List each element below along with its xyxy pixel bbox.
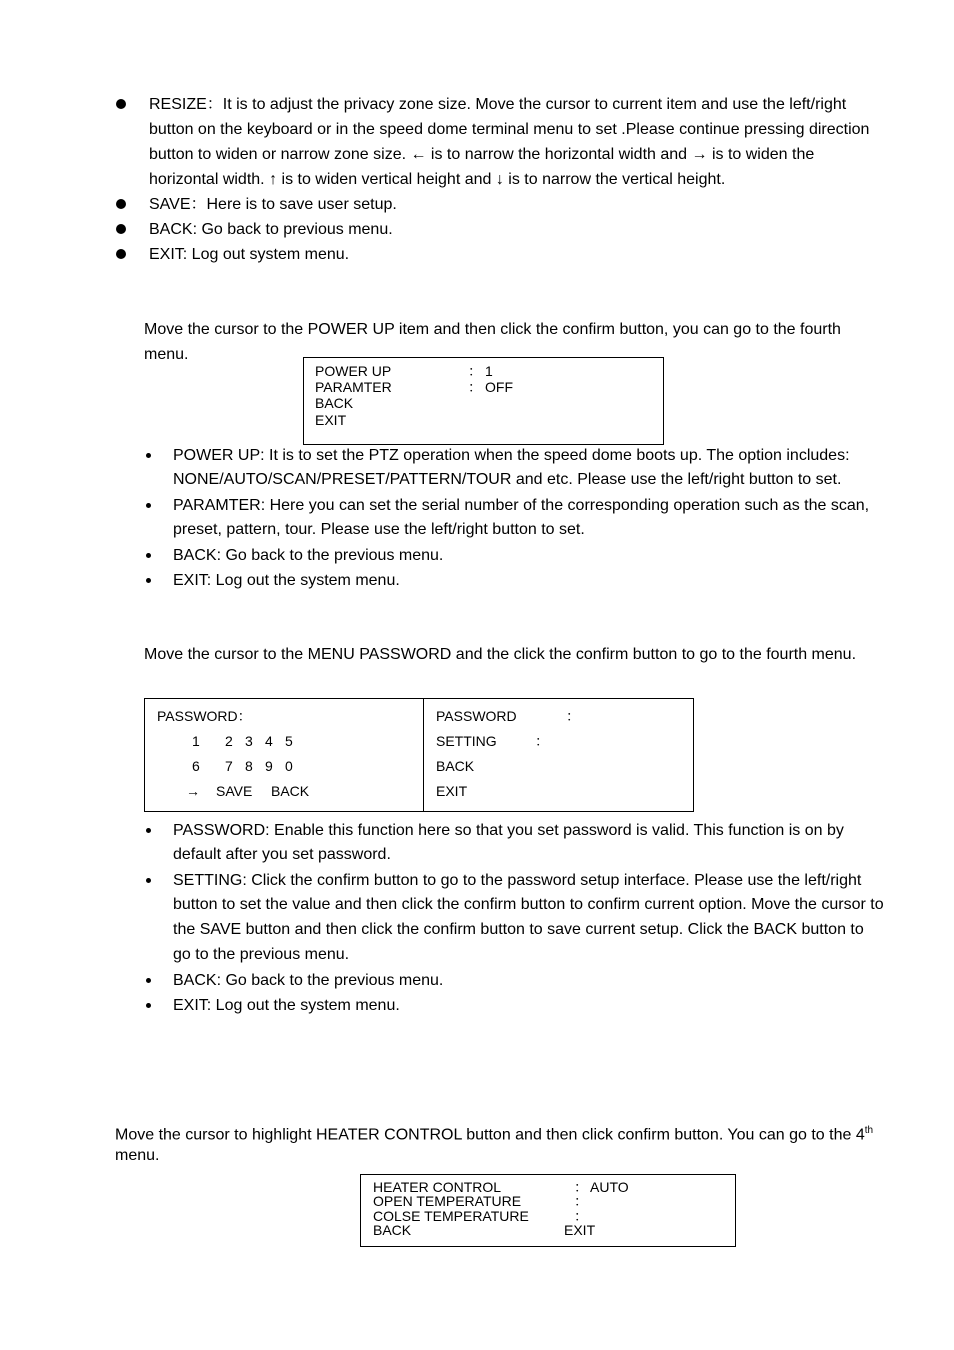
menu-separator: ： <box>574 1193 588 1209</box>
keypad-digit: 5 <box>285 733 293 749</box>
resize-bullet-line: horizontal width. ↑ is to widen vertical height and ↓ is to narrow the vertical height. <box>149 171 726 188</box>
menu-item-back: BACK <box>373 1222 412 1238</box>
menu-item-colse-temperature: COLSE TEMPERATURE <box>373 1208 529 1224</box>
password-keypad-title: PASSWORD： <box>157 708 252 724</box>
power-up-intro: menu. <box>144 346 189 363</box>
bullet-icon <box>146 503 151 508</box>
paramter-bullet-line: PARAMTER: Here you can set the serial number of the corresponding operation such as the scan, <box>173 497 870 514</box>
menu-item-open-temperature: OPEN TEMPERATURE <box>373 1193 522 1209</box>
exit-bullet-line: EXIT: Log out the system menu. <box>173 572 400 589</box>
setting-bullet-line: SETTING: Click the confirm button to go to the password setup interface. Please use the left/right <box>173 872 862 889</box>
bullet-icon <box>146 453 151 458</box>
password-bullet-line: default after you set password. <box>173 846 391 863</box>
password-menu-box <box>144 698 694 812</box>
menu-item-heater-control: HEATER CONTROL <box>373 1179 502 1195</box>
exit-bullet-line: EXIT: Log out the system menu. <box>173 997 400 1014</box>
menu-item-exit: EXIT <box>564 1222 596 1238</box>
power-up-bullet-line: POWER UP: It is to set the PTZ operation when the speed dome boots up. The option includes: <box>173 447 850 464</box>
menu-item-setting: SETTING <box>436 733 497 749</box>
setting-bullet-line: button to set the value and then click the confirm button to confirm current option. Move the cursor to <box>173 896 884 913</box>
heater-intro-text: Move the cursor to highlight HEATER CONTROL button and then click confirm button. You can go to the 4 <box>115 1126 865 1144</box>
exit-bullet-line: EXIT: Log out system menu. <box>149 246 350 263</box>
menu-item-exit: EXIT <box>436 783 468 799</box>
keypad-digit: 1 <box>192 733 200 749</box>
menu-value-power-up: 1 <box>485 363 493 379</box>
arrow-right-icon: → <box>186 783 200 799</box>
bullet-icon <box>116 224 126 234</box>
bullet-icon <box>146 828 151 833</box>
bullet-icon <box>146 578 151 583</box>
power-up-intro: Move the cursor to the POWER UP item and then click the confirm button, you can go to the fourth <box>144 321 841 338</box>
keypad-save: SAVE <box>216 783 253 799</box>
menu-separator: ： <box>574 1179 588 1195</box>
menu-value-paramter: OFF <box>485 379 513 395</box>
menu-item-password: PASSWORD <box>436 708 517 724</box>
resize-bullet-line: button on the keyboard or in the speed dome terminal menu to set .Please continue pressing direction <box>149 121 870 138</box>
save-bullet-line: SAVE：Here is to save user setup. <box>149 196 397 213</box>
keypad-digit: 0 <box>285 758 293 774</box>
menu-item-back: BACK <box>436 758 475 774</box>
menu-separator: ： <box>468 379 482 395</box>
heater-menu-box <box>360 1174 736 1247</box>
panel-divider <box>423 699 424 811</box>
keypad-digit: 3 <box>245 733 253 749</box>
menu-separator: ： <box>535 733 549 749</box>
power-up-menu-box <box>303 357 664 445</box>
setting-bullet-line: the SAVE button and then click the confirm button to save current setup. Click the BACK button to <box>173 921 864 938</box>
menu-item-paramter: PARAMTER <box>315 379 392 395</box>
keypad-digit: 6 <box>192 758 200 774</box>
keypad-digit: 7 <box>225 758 233 774</box>
back-bullet-line: BACK: Go back to previous menu. <box>149 221 393 238</box>
resize-bullet-line: button to widen or narrow zone size. ← is to narrow the horizontal width and → is to widen the <box>149 146 815 163</box>
back-bullet-line: BACK: Go back to the previous menu. <box>173 547 444 564</box>
menu-value-heater-control: AUTO <box>590 1179 629 1195</box>
keypad-digit: 4 <box>265 733 273 749</box>
menu-item-power-up: POWER UP <box>315 363 392 379</box>
password-bullet-line: PASSWORD: Enable this function here so that you set password is valid. This function is on by <box>173 822 844 839</box>
bullet-icon <box>146 1003 151 1008</box>
password-intro: Move the cursor to the MENU PASSWORD and the click the confirm button to go to the fourth menu. <box>144 646 857 663</box>
heater-intro-sup: th <box>864 1125 874 1136</box>
menu-separator: ： <box>468 363 482 379</box>
bullet-icon <box>146 878 151 883</box>
back-bullet-line: BACK: Go back to the previous menu. <box>173 972 444 989</box>
bullet-icon <box>146 553 151 558</box>
bullet-icon <box>116 249 126 259</box>
menu-item-exit: EXIT <box>315 412 347 428</box>
menu-separator: ： <box>574 1208 588 1224</box>
heater-intro: menu. <box>115 1147 160 1164</box>
menu-separator: ： <box>566 708 580 724</box>
keypad-digit: 9 <box>265 758 273 774</box>
bullet-icon <box>116 199 126 209</box>
bullet-icon <box>146 978 151 983</box>
bullet-icon <box>116 99 126 109</box>
keypad-digit: 8 <box>245 758 253 774</box>
resize-bullet-line: RESIZE：It is to adjust the privacy zone size. Move the cursor to current item and use the left/right <box>149 96 847 113</box>
keypad-back: BACK <box>271 783 310 799</box>
menu-item-back: BACK <box>315 395 354 411</box>
setting-bullet-line: go to the previous menu. <box>173 946 350 963</box>
keypad-digit: 2 <box>225 733 233 749</box>
paramter-bullet-line: preset, pattern, tour. Please use the left/right button to set. <box>173 521 585 538</box>
heater-intro <box>115 1118 873 1147</box>
power-up-bullet-line: NONE/AUTO/SCAN/PRESET/PATTERN/TOUR and etc. Please use the left/right button to set. <box>173 471 842 488</box>
